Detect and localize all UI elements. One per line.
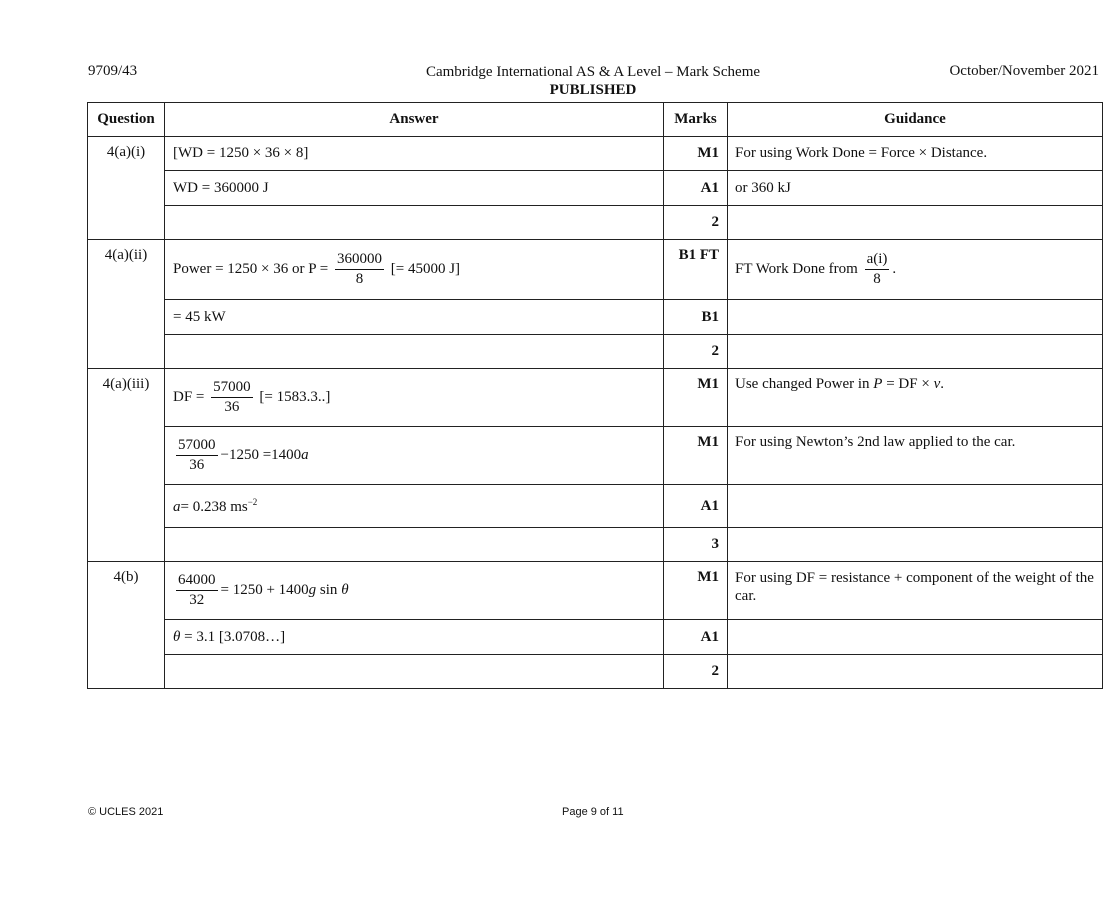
table-row [88, 655, 1103, 689]
numerator: a(i) [865, 250, 890, 270]
fraction [211, 378, 253, 417]
guidance-cell-empty [728, 655, 1103, 689]
mark-cell: A1 [664, 620, 728, 655]
table-row [88, 427, 1103, 485]
table-row [88, 528, 1103, 562]
guidance-cell-empty [728, 620, 1103, 655]
mark-cell: B1 [664, 300, 728, 335]
guidance-cell: or 360 kJ [728, 171, 1103, 206]
guidance-cell: For using Newton’s 2nd law applied to the car. [728, 427, 1103, 485]
guidance-cell-empty [728, 206, 1103, 240]
variable-a: a [301, 446, 309, 463]
numerator: 57000 [211, 378, 253, 398]
table-row [88, 485, 1103, 528]
sin-function: sin [319, 581, 338, 598]
page-number: Page 9 of 11 [562, 806, 624, 818]
mark-cell: M1 [664, 369, 728, 427]
question-number: 4(a)(iii) [88, 369, 165, 562]
numerator: 57000 [176, 436, 218, 456]
table-row [88, 562, 1103, 620]
variable-g: g [308, 581, 317, 598]
question-column-header: Question [88, 103, 165, 137]
variable-theta: θ [341, 581, 349, 598]
table-row [88, 137, 1103, 171]
fraction [176, 571, 218, 610]
mark-cell: B1 FT [664, 240, 728, 300]
mark-cell: M1 [664, 137, 728, 171]
question-number: 4(b) [88, 562, 165, 689]
total-marks: 2 [664, 655, 728, 689]
guidance-cell-empty [728, 528, 1103, 562]
guidance-cell [728, 369, 1103, 427]
exam-session: October/November 2021 [949, 63, 1099, 79]
guidance-mid: = DF × [886, 376, 930, 392]
fraction [335, 250, 384, 289]
guidance-cell-empty [728, 300, 1103, 335]
guidance-cell [728, 240, 1103, 300]
answer-cell-empty [165, 335, 664, 369]
mark-cell: A1 [664, 171, 728, 206]
mark-scheme-table [87, 102, 1103, 689]
published-label: PUBLISHED [549, 82, 637, 98]
marks-column-header: Marks [664, 103, 728, 137]
guidance-suffix: . [892, 260, 897, 277]
guidance-column-header: Guidance [728, 103, 1103, 137]
answer-cell: = 45 kW [165, 300, 664, 335]
guidance-suffix: . [940, 376, 944, 392]
paper-code: 9709/43 [88, 63, 138, 79]
guidance-prefix: Use changed Power in [735, 376, 870, 392]
answer-prefix: Power = 1250 × 36 or P = [173, 260, 329, 277]
answer-mid: = 1250 + 1400 [220, 581, 309, 598]
answer-cell [165, 562, 664, 620]
denominator: 8 [873, 271, 881, 287]
answer-suffix: [= 1583.3..] [259, 388, 331, 405]
title-text: Cambridge International AS & A Level – Mark Scheme [425, 64, 761, 80]
table-row [88, 335, 1103, 369]
answer-cell [165, 485, 664, 528]
answer-suffix: [= 45000 J] [390, 260, 461, 277]
exponent: −2 [247, 496, 258, 507]
mark-cell: A1 [664, 485, 728, 528]
answer-prefix: DF = [173, 388, 205, 405]
answer-cell-empty [165, 655, 664, 689]
answer-column-header: Answer [165, 103, 664, 137]
table-row [88, 240, 1103, 300]
table-row [88, 171, 1103, 206]
denominator: 32 [189, 592, 205, 608]
question-number: 4(a)(i) [88, 137, 165, 240]
answer-cell [165, 240, 664, 300]
mark-cell: M1 [664, 562, 728, 620]
guidance-cell: For using Work Done = Force × Distance. [728, 137, 1103, 171]
answer-cell: WD = 360000 J [165, 171, 664, 206]
question-number: 4(a)(ii) [88, 240, 165, 369]
answer-cell-empty [165, 206, 664, 240]
variable-a: a [173, 498, 181, 515]
answer-cell [165, 427, 664, 485]
variable-theta: θ [173, 628, 181, 645]
mark-cell: M1 [664, 427, 728, 485]
guidance-cell-empty [728, 485, 1103, 528]
answer-mid: −1250 =1400 [220, 446, 302, 463]
table-row [88, 300, 1103, 335]
answer-mid: = 0.238 ms [180, 498, 248, 515]
answer-cell: [WD = 1250 × 36 × 8] [165, 137, 664, 171]
numerator: 64000 [176, 571, 218, 591]
table-header-row [88, 103, 1103, 137]
variable-v: v [933, 376, 941, 392]
denominator: 8 [355, 271, 364, 287]
table-row [88, 369, 1103, 427]
fraction [176, 436, 218, 475]
table-row [88, 620, 1103, 655]
denominator: 36 [189, 457, 205, 473]
answer-cell [165, 369, 664, 427]
answer-cell [165, 620, 664, 655]
numerator: 360000 [335, 250, 384, 270]
guidance-prefix: FT Work Done from [735, 260, 858, 277]
copyright-notice: © UCLES 2021 [88, 806, 164, 818]
total-marks: 2 [664, 206, 728, 240]
table-row [88, 206, 1103, 240]
guidance-cell: For using DF = resistance + component of the weight of the car. [728, 562, 1103, 620]
variable-p: P [873, 376, 883, 392]
total-marks: 3 [664, 528, 728, 562]
answer-rest: = 3.1 [3.0708…] [184, 628, 286, 645]
fraction [865, 250, 890, 289]
guidance-cell-empty [728, 335, 1103, 369]
denominator: 36 [224, 399, 240, 415]
total-marks: 2 [664, 335, 728, 369]
answer-cell-empty [165, 528, 664, 562]
